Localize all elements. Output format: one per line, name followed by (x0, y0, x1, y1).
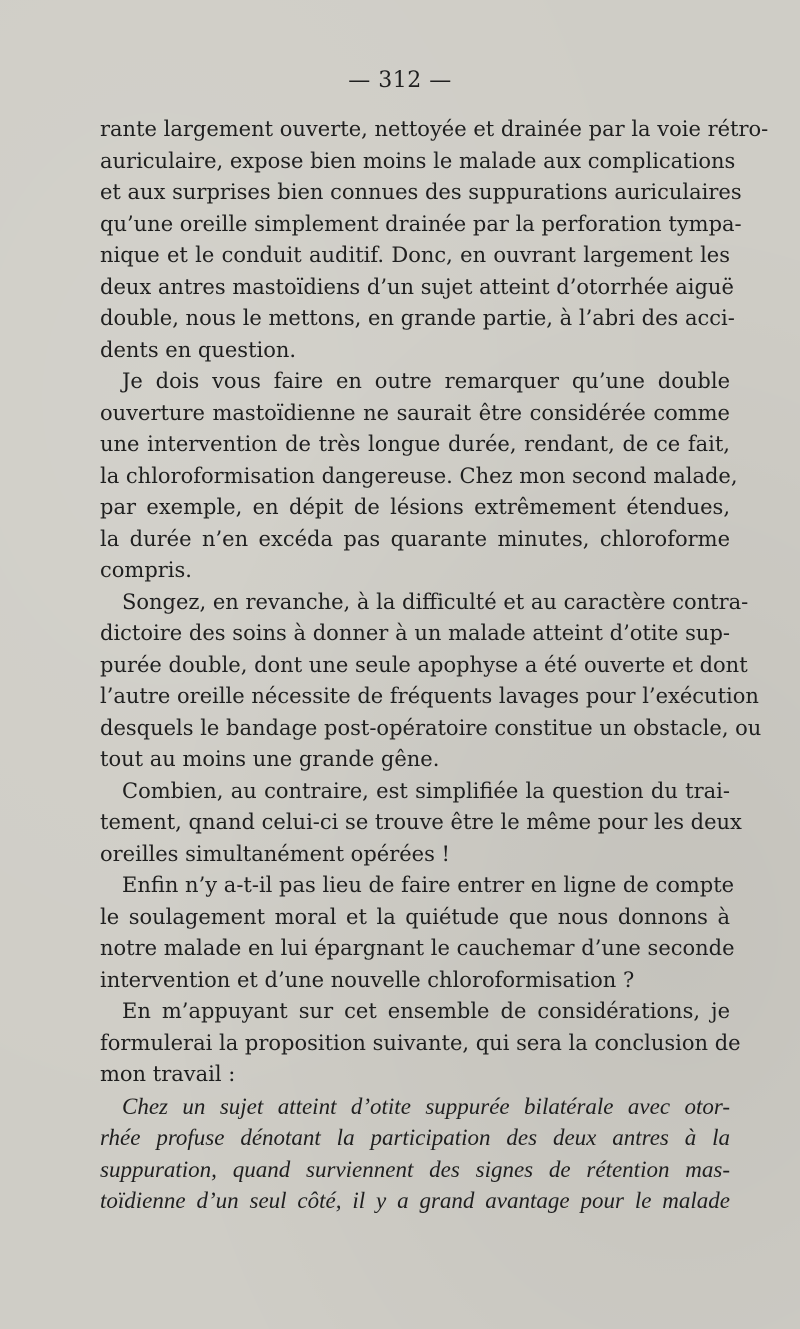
text-line: dents en question. (100, 337, 297, 362)
text-line: desquels le bandage post-opératoire constitue un obstacle, ou (100, 715, 762, 740)
text-line: mon travail : (100, 1062, 236, 1086)
paragraph (100, 587, 762, 776)
text-line: Chez un sujet atteint d’otite suppurée bilatérale avec otor- (122, 1093, 730, 1119)
text-line: Enfin n’y a-t-il pas lieu de faire entrer en ligne de compte (122, 873, 735, 897)
text-line: rhée profuse dénotant la participation des deux antres à la (100, 1125, 730, 1150)
text-line: Songez, en revanche, à la difficulté et au caractère contra- (122, 589, 749, 614)
text-line: la durée n’en excéda pas quarante minutes, chloroforme (100, 526, 730, 551)
paragraph (100, 870, 735, 996)
text-line: tout au moins une grande gêne. (100, 747, 440, 771)
text-line: par exemple, en dépit de lésions extrêmement étendues, (100, 495, 730, 519)
text-line: tement, qnand celui-ci se trouve être le même pour les deux (100, 810, 742, 834)
text-line: la chloroformisation dangereuse. Chez mon second malade, (100, 463, 738, 488)
text-line: une intervention de très longue durée, rendant, de ce fait, (100, 432, 730, 456)
body-text (100, 114, 769, 1217)
text-line: et aux surprises bien connues des suppurations auriculaires (100, 180, 742, 204)
text-line: suppuration, quand surviennent des signes de rétention mas- (100, 1156, 730, 1182)
text-line: intervention et d’une nouvelle chloroformisation ? (100, 967, 635, 992)
text-line: nique et le conduit auditif. Donc, en ouvrant largement les (100, 243, 730, 267)
text-line: purée double, dont une seule apophyse a été ouverte et dont (100, 652, 748, 677)
text-line: l’autre oreille nécessite de fréquents lavages pour l’exécution (100, 684, 759, 708)
paragraph (100, 996, 741, 1091)
text-line: rante largement ouverte, nettoyée et drainée par la voie rétro- (100, 117, 769, 141)
text-line: En m’appuyant sur cet ensemble de considérations, je (122, 999, 730, 1023)
paragraph (100, 366, 738, 587)
paragraph (100, 114, 769, 366)
text-line: Je dois vous faire en outre remarquer qu’une double (122, 369, 730, 393)
text-line: le soulagement moral et la quiétude que nous donnons à (100, 904, 730, 929)
text-line: toïdienne d’un seul côté, il y a grand avantage pour le malade (100, 1188, 730, 1213)
text-line: dictoire des soins à donner à un malade atteint d’otite sup- (100, 621, 730, 645)
text-line: notre malade en lui épargnant le cauchemar d’une seconde (100, 936, 735, 960)
text-line: formulerai la proposition suivante, qui sera la conclusion de (100, 1030, 741, 1055)
text-line: Combien, au contraire, est simplifiée la question du trai- (122, 778, 730, 803)
text-line: deux antres mastoïdiens d’un sujet atteint d’otorrhée aiguë (100, 274, 734, 299)
text-line: ouverture mastoïdienne ne saurait être considérée comme (100, 400, 730, 425)
text-line: double, nous le mettons, en grande partie, à l’abri des acci- (100, 306, 735, 330)
paragraph (100, 776, 742, 871)
conclusion-paragraph (100, 1091, 730, 1217)
text-line: qu’une oreille simplement drainée par la perforation tympa- (100, 211, 742, 236)
page-number: — 312 — (348, 68, 452, 93)
text-line: compris. (100, 558, 192, 582)
text-line: auriculaire, expose bien moins le malade aux complications (100, 148, 736, 173)
text-line: oreilles simultanément opérées ! (100, 841, 450, 866)
